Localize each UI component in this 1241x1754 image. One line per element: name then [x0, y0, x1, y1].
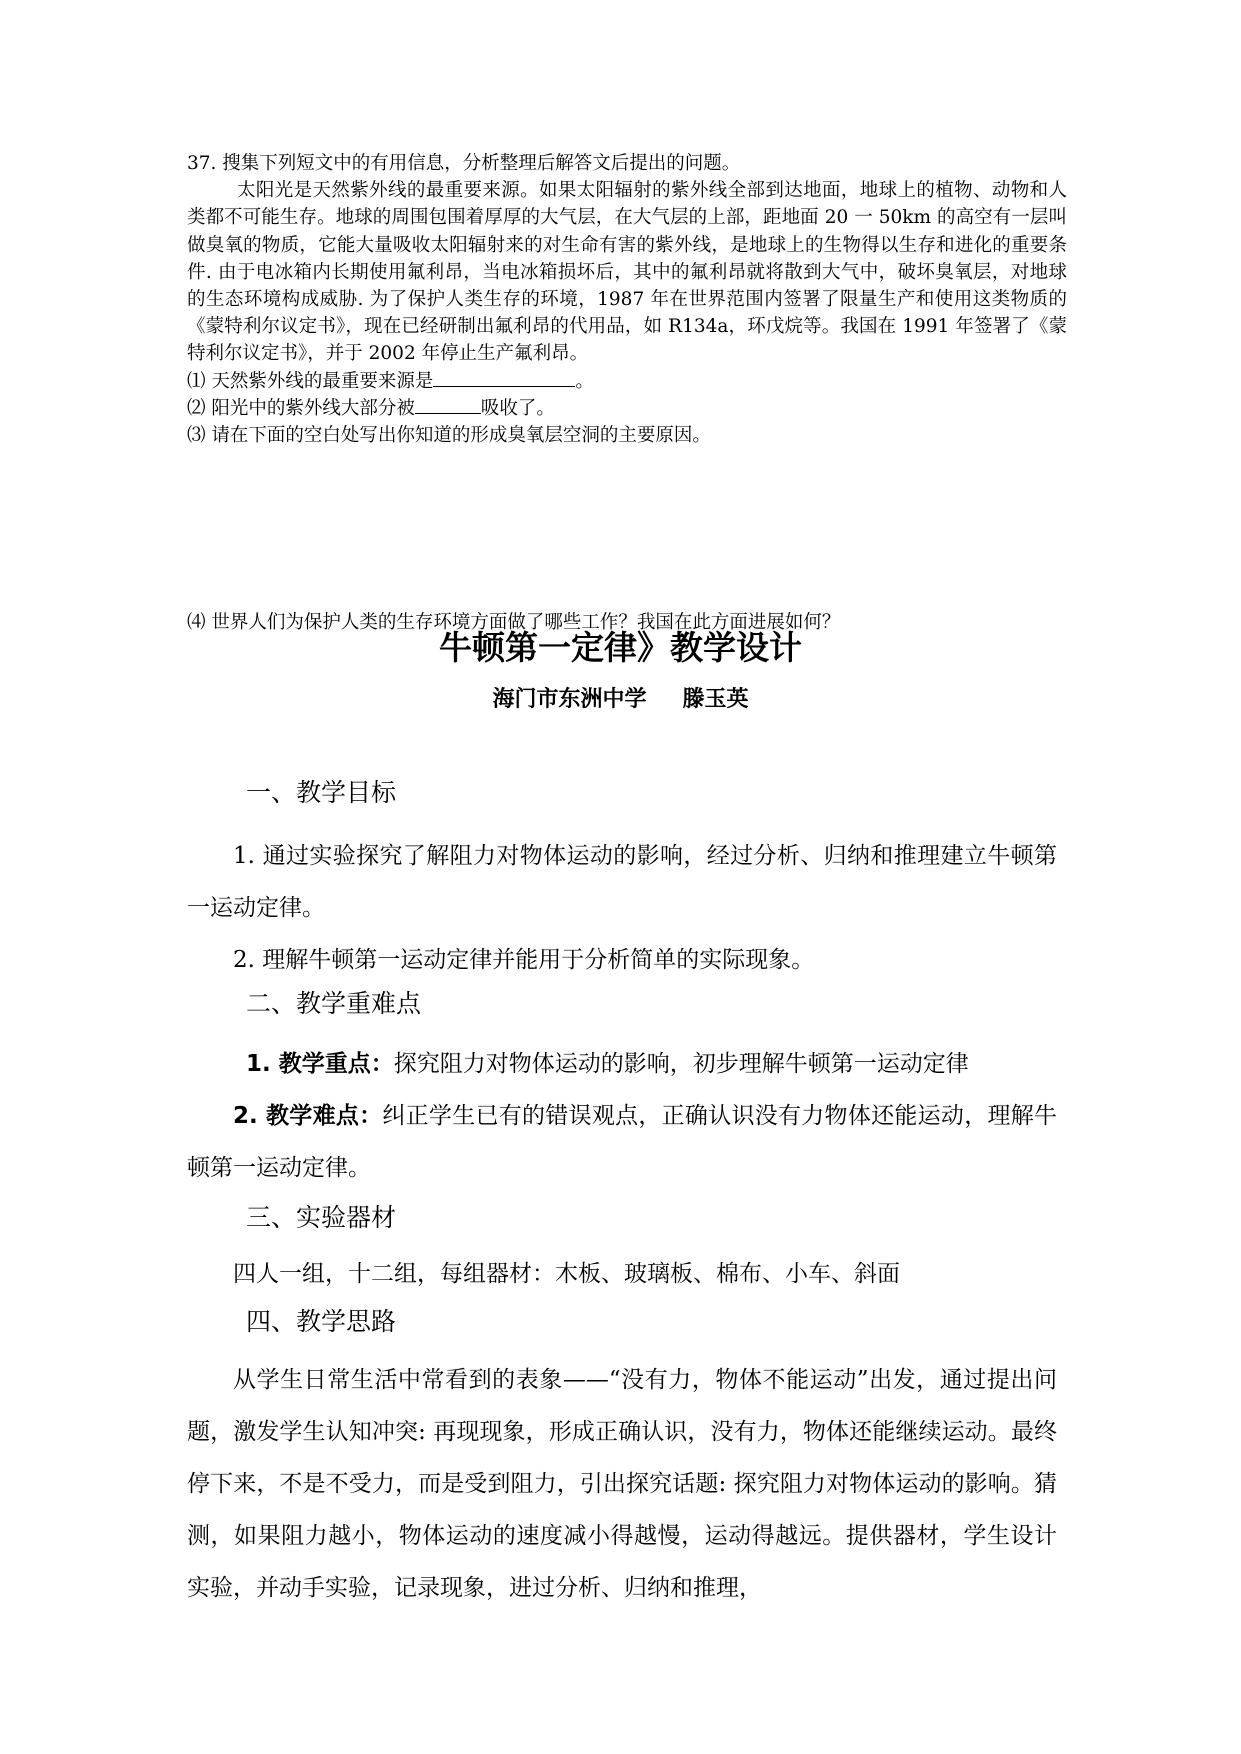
section-heading-equipment: 三、实验器材 — [246, 1203, 397, 1232]
difficult-point — [187, 1090, 1057, 1194]
key-point-text: 探究阻力对物体运动的影响，初步理解牛顿第一运动定律 — [393, 1051, 969, 1077]
question-37-heading: 37. 搜集下列短文中的有用信息，分析整理后解答文后提出的问题。 — [187, 153, 741, 174]
lesson-title: 牛顿第一定律》教学设计 — [439, 628, 802, 667]
sub-question-1-text: ⑴ 天然紫外线的最重要来源是 — [187, 370, 434, 392]
equipment-list: 四人一组，十二组，每组器材：木板、玻璃板、棉布、小车、斜面 — [233, 1261, 900, 1287]
approach-paragraph: 从学生日常生活中常看到的表象——“没有力，物体不能运动”出发，通过提出问题，激发学生认知冲突: 再现现象，形成正确认识，没有力，物体还能继续运动。最终停下来，不是不受力，而是受到阻力，引出探究话题: 探究阻力对物体运动的影响。猜测，如果阻力越小，物体运动的速度减小得越慢，运动得越远。提供器材，学生设计实验，并动手实验，记录现象，进过分析、归纳和推理， — [187, 1367, 1057, 1601]
section-heading-key-points: 二、教学重难点 — [246, 989, 422, 1018]
author-line — [0, 682, 1241, 713]
sub-question-2-end: 吸收了。 — [480, 397, 555, 419]
sub-question-3: ⑶ 请在下面的空白处写出你知道的形成臭氧层空洞的主要原因。 — [187, 425, 711, 447]
key-point-label: 1. 教学重点： — [246, 1051, 394, 1077]
section-heading-approach: 四、教学思路 — [246, 1307, 397, 1336]
key-point — [246, 1038, 1066, 1090]
author-name: 滕玉英 — [682, 687, 749, 712]
section-heading-objectives: 一、教学目标 — [246, 778, 397, 807]
question-37-passage: 太阳光是天然紫外线的最重要来源。如果太阳辐射的紫外线全部到达地面，地球上的植物、动物和人类都不可能生存。地球的周围包围着厚厚的大气层，在大气层的上部，距地面 20 一 50km 的高空有一层叫做臭氧的物质，它能大量吸收太阳辐射来的对生命有害的紫外线，是地球上的生物得以生存和进化的重要条件. 由于电冰箱内长期使用氟利昂，当电冰箱损坏后，其中的氟利昂就将散到大气中，破坏臭氧层，对地球的生态环境构成威胁. 为了保护人类生存的环境，1987 年在世界范围内签署了限量生产和使用这类物质的《蒙特利尔议定书》，现在已经研制出氟利昂的代用品，如 R134a，环戊烷等。我国在 1991 年签署了《蒙特利尔议定书》，并于 2002 年停止生产氟利昂。 — [187, 180, 1067, 365]
sub-question-2 — [187, 395, 1067, 422]
objective-2: 2. 理解牛顿第一运动定律并能用于分析简单的实际现象。 — [233, 947, 815, 973]
sub-question-1-end: 。 — [575, 370, 594, 392]
school-name: 海门市东洲中学 — [492, 687, 647, 712]
difficult-point-label: 2. 教学难点： — [233, 1103, 383, 1129]
answer-blank-2 — [415, 395, 481, 414]
sub-question-4: ⑷ 世界人们为保护人类的生存环境方面做了哪些工作？我国在此方面进展如何？ — [187, 611, 841, 633]
objective-1: 1. 通过实验探究了解阻力对物体运动的影响，经过分析、归纳和推理建立牛顿第一运动定律。 — [187, 843, 1057, 921]
sub-question-2-text: ⑵ 阳光中的紫外线大部分被 — [187, 397, 415, 419]
answer-blank-1 — [433, 368, 575, 387]
question-37 — [187, 150, 1067, 449]
sub-question-1 — [187, 368, 1067, 395]
difficult-point-text: 纠正学生已有的错误观点，正确认识没有力物体还能运动，理解牛顿第一运动定律。 — [187, 1103, 1058, 1181]
